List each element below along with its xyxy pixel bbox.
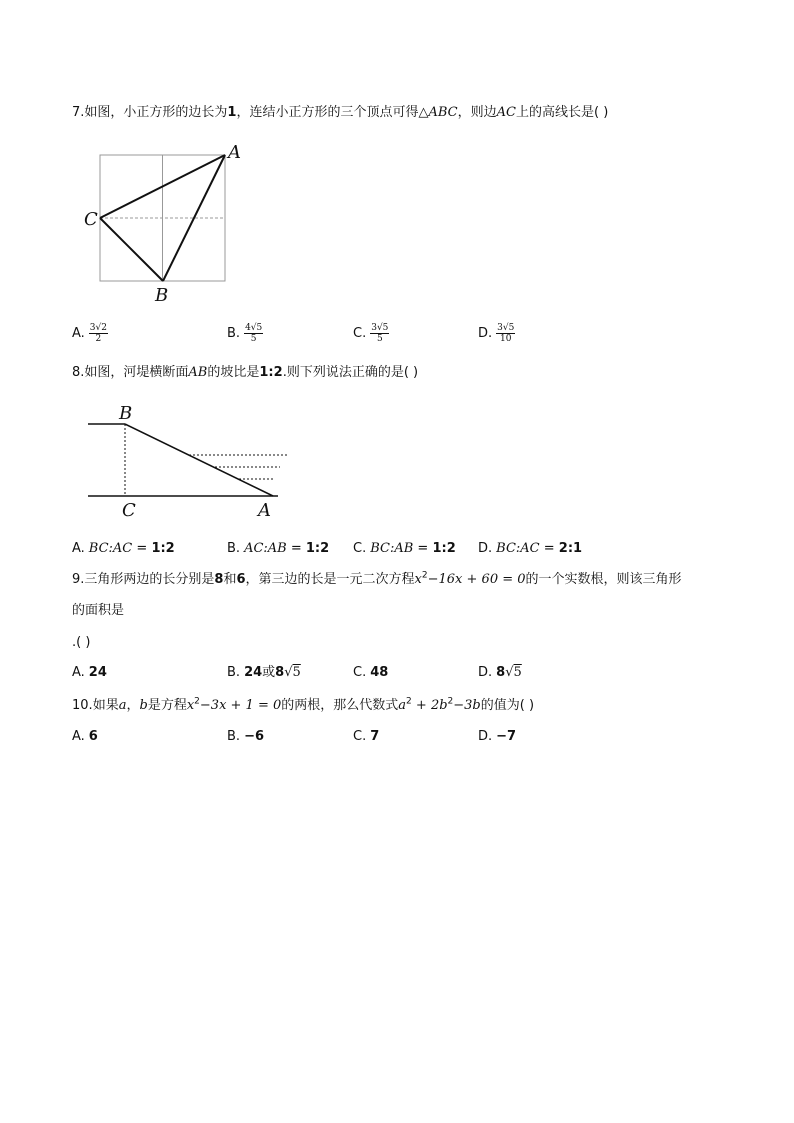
- option-b[interactable]: B. −6: [227, 729, 265, 744]
- option-d[interactable]: D. 8√5: [478, 665, 522, 680]
- option-c[interactable]: C. BC:AB = 1:2: [353, 541, 456, 556]
- point-label-a: A: [258, 500, 271, 521]
- vertex-label-c: C: [84, 209, 98, 230]
- question-8-stem: 8.如图，河堤横断面AB的坡比是1:2.则下列说法正确的是( ): [72, 365, 419, 380]
- option-c[interactable]: C. $\frac{3√5}{5}$: [353, 323, 389, 344]
- option-d[interactable]: D. BC:AC = 2:1: [478, 541, 583, 556]
- vertex-label-b: B: [155, 285, 169, 306]
- point-label-c: C: [122, 500, 136, 521]
- option-d[interactable]: D. −7: [478, 729, 517, 744]
- option-a[interactable]: A. BC:AC = 1:2: [72, 541, 175, 556]
- option-c[interactable]: C. 48: [353, 665, 389, 680]
- question-9-options: [72, 662, 772, 684]
- option-b[interactable]: B. $\frac{4√5}{5}$: [227, 323, 263, 344]
- question-10-stem: 10.如果a，b是方程$x^2-3x + 1 = 0$的两根，那么代数式$a^2 + 2b^2-3b$的值为( ): [72, 696, 535, 713]
- question-10-options: [72, 726, 772, 748]
- option-a[interactable]: A. 6: [72, 729, 98, 744]
- option-a[interactable]: A. $\frac{3√2}{2}$: [72, 323, 107, 344]
- option-c[interactable]: C. 7: [353, 729, 380, 744]
- vertex-label-a: A: [228, 142, 241, 163]
- question-8-options: [72, 538, 772, 560]
- point-label-b: B: [119, 403, 133, 424]
- question-8-figure: [85, 400, 295, 525]
- option-d[interactable]: D. $\frac{3√5}{10}$: [478, 323, 515, 344]
- question-9-stem-line3: .( ): [72, 635, 91, 650]
- question-9-stem: 9.三角形两边的长分别是8和6，第三边的长是一元二次方程$x^2-16x + 60 = 0$的一个实数根，则该三角形: [72, 570, 682, 587]
- option-b[interactable]: B. AC:AB = 1:2: [227, 541, 330, 556]
- question-7-figure: [80, 140, 250, 305]
- question-7-options: [72, 323, 772, 345]
- option-b[interactable]: B. 24或8√5: [227, 665, 301, 680]
- question-9-stem-line2: 的面积是: [72, 603, 125, 618]
- option-a[interactable]: A. 24: [72, 665, 107, 680]
- question-7-stem: 7.如图，小正方形的边长为1，连结小正方形的三个顶点可得△ABC，则边AC上的高线长是( ): [72, 105, 609, 120]
